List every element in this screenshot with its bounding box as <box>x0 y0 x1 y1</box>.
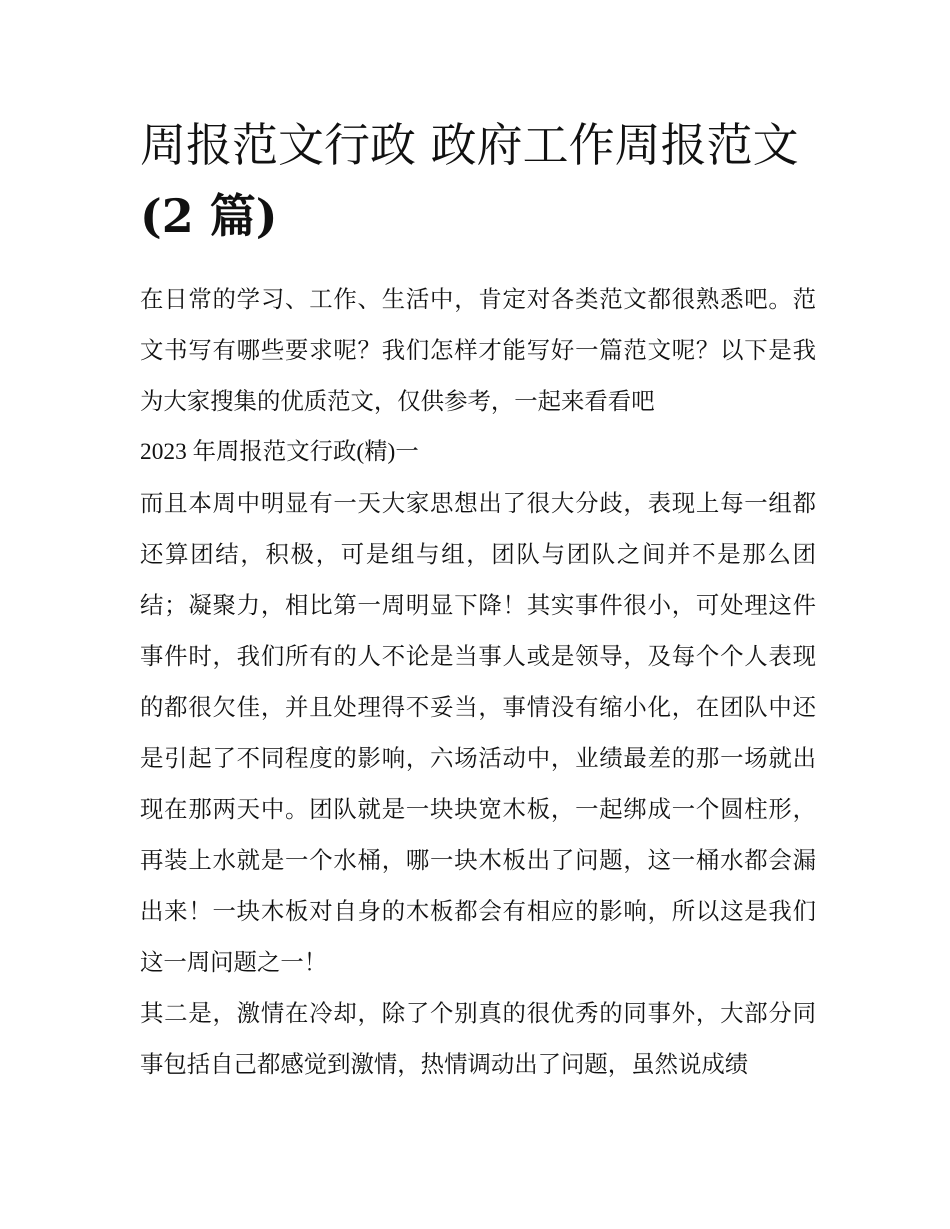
section-heading: 2023 年周报范文行政(精)一 <box>140 439 419 465</box>
document-title-main: 周报范文行政 政府工作周报范文 <box>140 118 799 172</box>
document-title-count: (2 篇) <box>140 189 278 243</box>
document-body <box>140 274 816 1090</box>
body-paragraph-2: 其二是，激情在冷却，除了个别真的很优秀的同事外，大部分同事包括自己都感觉到激情，热情调动出了问题，虽然说成绩 <box>140 999 816 1078</box>
body-paragraph-1: 而且本周中明显有一天大家思想出了很大分歧，表现上每一组都还算团结，积极，可是组与组，团队与团队之间并不是那么团结；凝聚力，相比第一周明显下降！其实事件很小，可处理这件事件时，我们所有的人不论是当事人或是领导，及每个个人表现的都很欠佳，并且处理得不妥当，事情没有缩小化，在团队中还是引起了不同程度的影响，六场活动中，业绩最差的那一场就出现在那两天中。团队就是一块块宽木板，一起绑成一个圆柱形，再装上水就是一个水桶，哪一块木板出了问题，这一桶水都会漏出来！一块木板对自身的木板都会有相应的影响，所以这是我们这一周问题之一！ <box>140 489 816 976</box>
document-title <box>140 110 816 252</box>
document-content <box>140 110 816 1090</box>
intro-paragraph: 在日常的学习、工作、生活中，肯定对各类范文都很熟悉吧。范文书写有哪些要求呢？我们怎样才能写好一篇范文呢？以下是我为大家搜集的优质范文，仅供参考，一起来看看吧 <box>140 285 816 415</box>
